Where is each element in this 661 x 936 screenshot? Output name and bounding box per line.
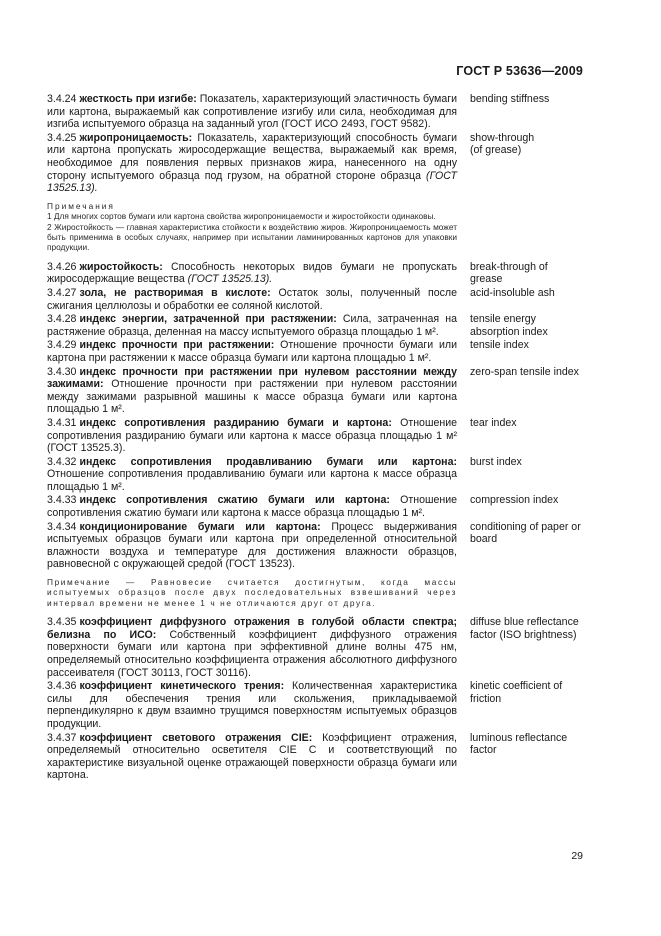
term-definition — [47, 521, 457, 571]
english-equivalent: diffuse blue reflectance factor (ISO brightness) — [470, 616, 579, 641]
term-entry — [47, 93, 582, 131]
term-number: 3.4.24 — [47, 93, 77, 105]
term-number: 3.4.27 — [47, 286, 77, 299]
term-entry — [47, 339, 582, 364]
term-entry — [47, 261, 582, 286]
term-definition — [47, 366, 457, 416]
term-definition — [47, 680, 457, 730]
definition-text: Собственный коэффициент диффузного отражения поверхности бумаги или картона при эффективной длине волны 475 нм, определяемый относительно коэффициента отражения абсолютного диффузного рассеивателя (ГОСТ 30113, ГОСТ 30116). — [47, 628, 457, 679]
term-definition — [47, 494, 457, 519]
term-number: 3.4.34 — [47, 520, 77, 533]
definition-text: Показатель, характеризующий эластичность бумаги или картона, выражаемый как сопротивление изгибу или сила, необходимая для изгиба испытуемого образца на заданный угол (ГОСТ ИСО 2493, ГОСТ 9582). — [47, 93, 457, 131]
term-number: 3.4.25 — [47, 131, 77, 144]
term-number: 3.4.30 — [47, 365, 77, 378]
english-equivalent: zero-span tensile index — [470, 365, 579, 378]
english-equivalent: acid-insoluble ash — [470, 286, 555, 299]
note-heading: Примечания — [47, 200, 115, 211]
definition-text: Остаток золы, полученный после сжигания целлюлозы и обработки ее соляной кислотой. — [47, 286, 457, 312]
term-definition — [47, 456, 457, 494]
definition-text: Коэффициент отражения, определяемый относительно осветителя CIE C и соответствующий по характеристике визуальной оценке отражающей поверхности образца бумаги или картона. — [47, 731, 457, 782]
term-name: индекс прочности при растяжении при нулевом расстоянии между зажимами: — [47, 365, 457, 391]
english-equivalent: compression index — [470, 494, 559, 507]
note-item: 1 Для многих сортов бумаги или картона свойства жиропроницаемости и жиростойкости одинаковы. — [47, 211, 436, 222]
term-name: индекс сопротивления сжатию бумаги или картона: — [79, 494, 390, 507]
definition-text: Отношение прочности при растяжении при нулевом расстоянии между зажимами разрывной машины к массе образца бумаги или картона площадью 1 м². — [47, 378, 457, 416]
term-number: 3.4.35 — [47, 616, 77, 629]
definition-text: Способность некоторых видов бумаги не пропускать жиросодержащие вещества — [47, 260, 457, 286]
standard-reference: (ГОСТ 13525.13). — [47, 169, 457, 195]
term-entry — [47, 366, 582, 416]
note-block — [47, 201, 457, 253]
term-number: 3.4.37 — [47, 731, 77, 744]
term-name: индекс сопротивления раздиранию бумаги и картона: — [79, 416, 392, 429]
note-item: 2 Жиростойкость — главная характеристика стойкости к воздействию жиров. Жиропроницаемость может быть применима в особых случаях, например при испытании ламинированных картонов для упаковки продукции. — [47, 221, 457, 253]
document-standard-id: ГОСТ Р 53636—2009 — [456, 64, 583, 78]
english-equivalent: bending stiffness — [470, 93, 550, 105]
term-name: индекс прочности при растяжении: — [79, 339, 275, 352]
page-number: 29 — [571, 850, 583, 862]
term-definition — [47, 93, 457, 131]
term-entry — [47, 287, 582, 312]
term-definition — [47, 287, 457, 312]
term-definition — [47, 417, 457, 455]
definition-text: Количественная характеристика силы для обеспечения трения или скольжения, прикладываемой перпендикулярно к двум взаимно трущимся поверхностям испытуемых образцов продукции. — [47, 680, 457, 730]
term-entry — [47, 732, 582, 782]
english-equivalent: luminous reflectance factor — [470, 731, 568, 757]
term-number: 3.4.29 — [47, 339, 77, 352]
term-definition — [47, 313, 457, 338]
page-content — [47, 93, 582, 783]
term-definition — [47, 616, 457, 679]
term-name: зола, не растворимая в кислоте: — [79, 286, 271, 299]
definition-text: Сила, затраченная на растяжение образца, деленная на массу испытуемого образца площадью 1 м². — [47, 313, 457, 338]
term-entry — [47, 456, 582, 494]
note-block — [47, 577, 457, 608]
term-number: 3.4.28 — [47, 313, 77, 326]
definition-text: Показатель, характеризующий способность бумаги или картона пропускать жиросодержащие вещества, выражаемый как время, необходимое для появления первых признаков жира, нанесенного на одну сторону испытуемого образца под грузом, на обратной стороне образца — [47, 131, 457, 182]
term-number: 3.4.31 — [47, 416, 77, 429]
english-equivalent: break-through of grease — [470, 260, 548, 286]
definition-text: Отношение сопротивления раздиранию бумаги или картона к массе образца площадью 1 м² (ГОСТ 13525.3). — [47, 416, 457, 455]
term-number: 3.4.36 — [47, 680, 77, 693]
term-number: 3.4.26 — [47, 260, 77, 273]
note-heading: Примечание — [47, 577, 112, 588]
term-definition — [47, 261, 457, 286]
term-name: коэффициент кинетического трения: — [79, 680, 285, 693]
english-equivalent: kinetic coefficient of friction — [470, 680, 563, 705]
term-name: коэффициент светового отражения CIE: — [79, 731, 313, 744]
term-entry — [47, 132, 582, 195]
term-definition — [47, 132, 457, 195]
term-name: индекс сопротивления продавливанию бумаги или картона: — [79, 455, 457, 468]
term-entry — [47, 521, 582, 571]
term-number: 3.4.33 — [47, 494, 77, 507]
term-name: коэффициент диффузного отражения в голубой области спектра; белизна по ИСО: — [47, 616, 457, 641]
english-equivalent: tensile index — [470, 339, 529, 352]
definition-text: Отношение прочности бумаги или картона при растяжении к массе образца бумаги или картона площадью 1 м². — [47, 339, 457, 364]
definition-text: Процесс выдерживания испытуемых образцов бумаги или картона при определенной относительной влажности воздуха и температуре для достижения влажности образцов, равновесной с окружающей средой (ГОСТ 13523). — [47, 520, 457, 571]
english-equivalent: tear index — [470, 416, 517, 429]
definition-text: Отношение сопротивления продавливанию бумаги или картона к массе образца площадью 1 м². — [47, 468, 457, 493]
english-equivalent: tensile energy absorption index — [470, 313, 548, 338]
term-name: индекс энергии, затраченной при растяжении: — [79, 313, 337, 326]
english-equivalent: show-through (of grease) — [470, 131, 535, 157]
english-equivalent: burst index — [470, 455, 522, 468]
term-entry — [47, 680, 582, 730]
note-text: — Равновесие считается достигнутым, когда массы испытуемых образцов после двух последовательных взвешиваний через интервал времени не менее 1 ч не отличаются друг от друга. — [47, 577, 457, 608]
term-name: жесткость при изгибе: — [79, 93, 197, 105]
term-name: жиростойкость: — [79, 260, 163, 273]
term-entry — [47, 313, 582, 338]
term-name: жиропроницаемость: — [79, 131, 193, 144]
term-entry — [47, 616, 582, 679]
term-entry — [47, 494, 582, 519]
term-entry — [47, 417, 582, 455]
english-equivalent: conditioning of paper or board — [470, 520, 581, 546]
standard-reference: (ГОСТ 13525.13). — [187, 273, 273, 286]
term-definition — [47, 339, 457, 364]
term-number: 3.4.32 — [47, 455, 77, 468]
definition-text: Отношение сопротивления сжатию бумаги или картона к массе образца площадью 1 м². — [47, 494, 458, 520]
term-name: кондиционирование бумаги или картона: — [79, 520, 321, 533]
term-definition — [47, 732, 457, 782]
